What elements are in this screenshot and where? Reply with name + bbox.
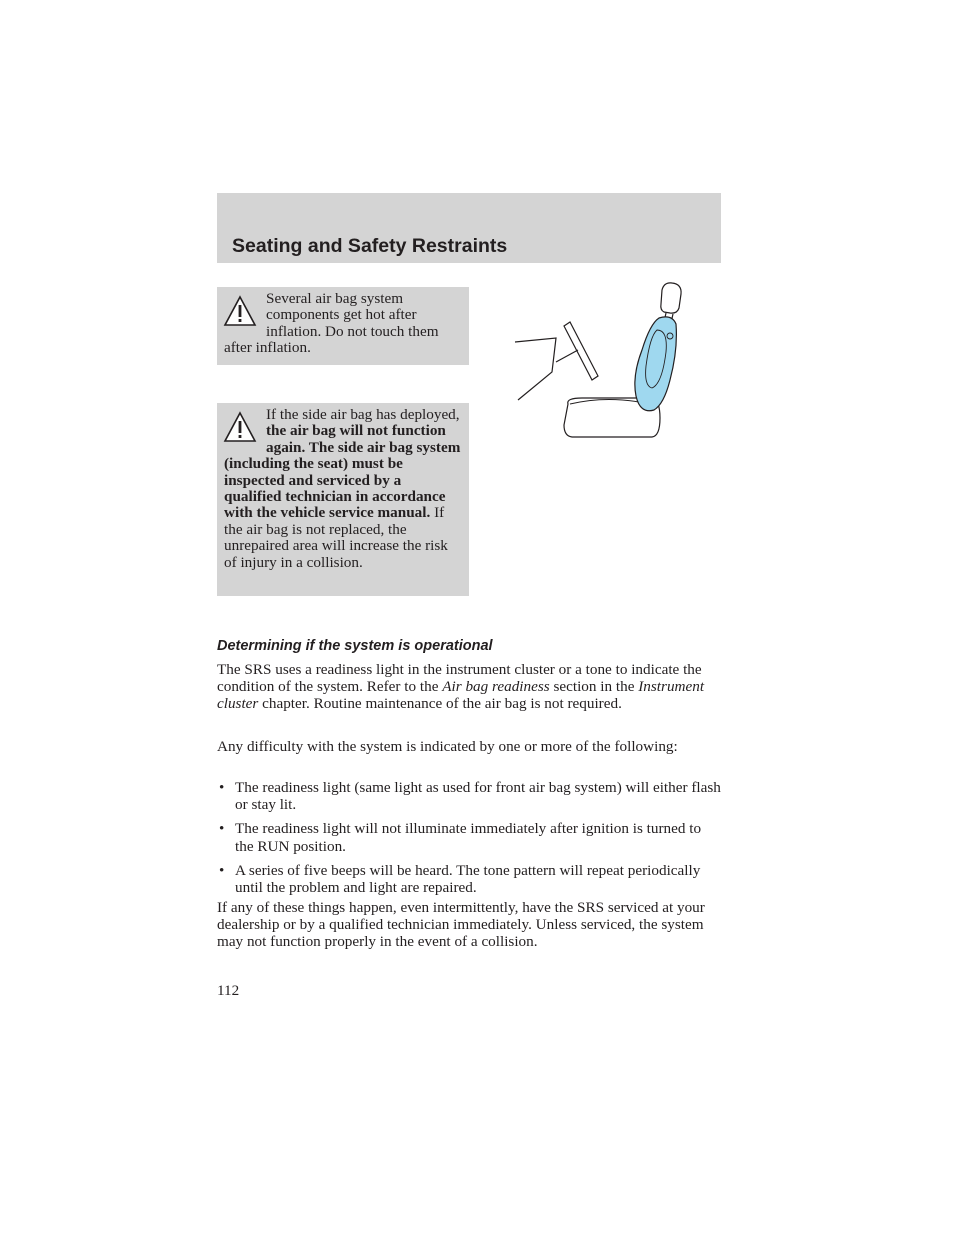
warning-triangle-icon <box>223 411 257 444</box>
text-run: The SRS uses a readiness light in the instrument cluster or a tone to indicate the condition of the system. Refer to the <box>217 661 702 696</box>
paragraph-service: If any of these things happen, even intermittently, have the SRS serviced at your dealership or by a qualified technician immediately. Unless serviced, the system may not function properly in the event of a collision. <box>217 899 705 951</box>
reference-instrument-cluster: Instrument cluster <box>217 678 705 713</box>
symptom-list <box>217 779 721 903</box>
warning-text-outro: If the air bag is not replaced, the unrepaired area will increase the risk of injury in a collision. <box>224 504 448 571</box>
list-item-text: A series of five beeps will be heard. The tone pattern will repeat periodically until the problem and light are repaired. <box>235 861 701 897</box>
paragraph-difficulty: Any difficulty with the system is indicated by one or more of the following: <box>217 738 678 755</box>
warning-text-bold: the air bag will not function again. The side air bag system (including the seat) must be inspected and serviced by a qualified technician in accordance with the vehicle service manual. <box>224 422 461 522</box>
seat-airbag-illustration <box>512 280 692 442</box>
text-run: chapter. Routine maintenance of the air bag is not required. <box>258 695 622 713</box>
section-title: Seating and Safety Restraints <box>232 235 508 257</box>
reference-air-bag-readiness: Air bag readiness <box>442 678 550 696</box>
list-item <box>217 862 721 896</box>
warning-box-hot-components <box>217 287 469 365</box>
text-run: section in the <box>549 678 639 696</box>
list-item <box>217 820 721 854</box>
bullet-icon: • <box>219 861 225 879</box>
subsection-heading: Determining if the system is operational <box>217 638 493 654</box>
bullet-icon: • <box>219 820 225 838</box>
paragraph-readiness <box>217 661 721 713</box>
warning-text-intro: If the side air bag has deployed, <box>266 406 460 423</box>
list-item-text: The readiness light will not illuminate immediately after ignition is turned to the RUN position. <box>235 820 702 855</box>
bullet-icon: • <box>219 779 225 796</box>
warning-box-side-airbag-deployed <box>217 403 469 596</box>
warning-triangle-icon <box>223 295 257 328</box>
warning-text: Several air bag system components get hot after inflation. Do not touch them after inflation. <box>224 290 439 357</box>
section-header <box>217 193 721 263</box>
list-item-text: The readiness light (same light as used for front air bag system) will either flash or stay lit. <box>235 779 721 814</box>
page-number: 112 <box>217 982 240 999</box>
list-item <box>217 779 721 813</box>
